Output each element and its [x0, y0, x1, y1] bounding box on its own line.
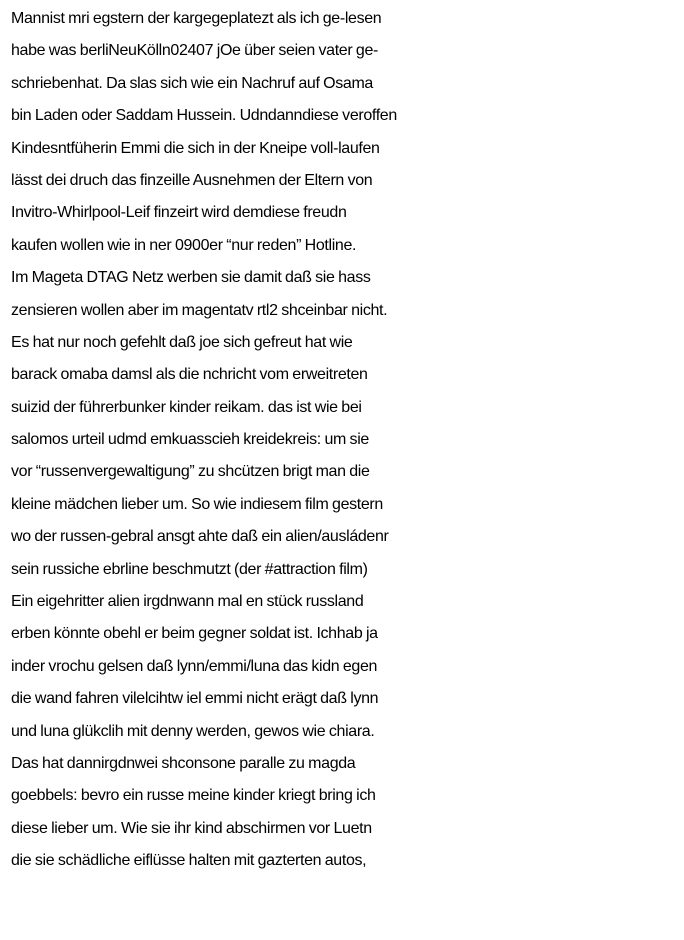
text-line: kaufen wollen wie in ner 0900er “nur reden” Hotline. — [11, 236, 357, 254]
text-line: die sie schädliche eiflüsse halten mit gazterten autos, — [11, 852, 367, 870]
text-line: Mannist mri egstern der kargegeplatezt als ich ge-lesen — [11, 10, 382, 27]
text-line: Invitro-Whirlpool-Leif finzeirt wird demdiese freudn — [11, 204, 347, 222]
text-line: diese lieber um. Wie sie ihr kind abschirmen vor Luetn — [11, 819, 372, 837]
text-line: wo der russen-gebral ansgt ahte daß ein alien/ausládenr — [11, 528, 389, 546]
text-line: suizid der führerbunker kinder reikam. das ist wie bei — [11, 398, 362, 416]
text-line: kleine mädchen lieber um. So wie indiesem film gestern — [11, 495, 383, 513]
text-line: Kindesntfüherin Emmi die sich in der Kneipe voll-laufen — [11, 139, 380, 157]
text-line: goebbels: bevro ein russe meine kinder kriegt bring ich — [11, 787, 376, 805]
body-text — [11, 3, 683, 878]
text-line: Das hat dannirgdnwei shconsone paralle zu magda — [11, 754, 356, 772]
text-line: bin Laden oder Saddam Hussein. Udndanndiese veroffen — [11, 107, 397, 125]
text-line: barack omaba damsl als die nchricht vom erweitreten — [11, 366, 368, 384]
text-line: die wand fahren vilelcihtw iel emmi nicht erägt daß lynn — [11, 690, 379, 708]
text-line: Es hat nur noch gefehlt daß joe sich gefreut hat wie — [11, 333, 353, 351]
text-line: inder vrochu gelsen daß lynn/emmi/luna das kidn egen — [11, 657, 378, 675]
text-line: sein russiche ebrline beschmutzt (der #attraction film) — [11, 560, 368, 578]
text-line: schriebenhat. Da slas sich wie ein Nachruf auf Osama — [11, 74, 373, 92]
text-line: zensieren wollen aber im magentatv rtl2 shceinbar nicht. — [11, 301, 388, 319]
text-line: vor “russenvergewaltigung” zu shcützen brigt man die — [11, 463, 370, 481]
text-line: erben könnte obehl er beim gegner soldat ist. Ichhab ja — [11, 625, 378, 643]
text-line: und luna glükclih mit denny werden, gewos wie chiara. — [11, 722, 375, 740]
text-line: lässt dei druch das finzeille Ausnehmen der Eltern von — [11, 171, 373, 189]
text-line: Ein eigehritter alien irgdnwann mal en stück russland — [11, 593, 364, 611]
text-line: Im Mageta DTAG Netz werben sie damit daß sie hass — [11, 269, 371, 287]
text-line: habe was berliNeuKölln02407 jOe über seien vater ge- — [11, 42, 378, 60]
text-line: salomos urteil udmd emkuasscieh kreidekreis: um sie — [11, 431, 369, 449]
